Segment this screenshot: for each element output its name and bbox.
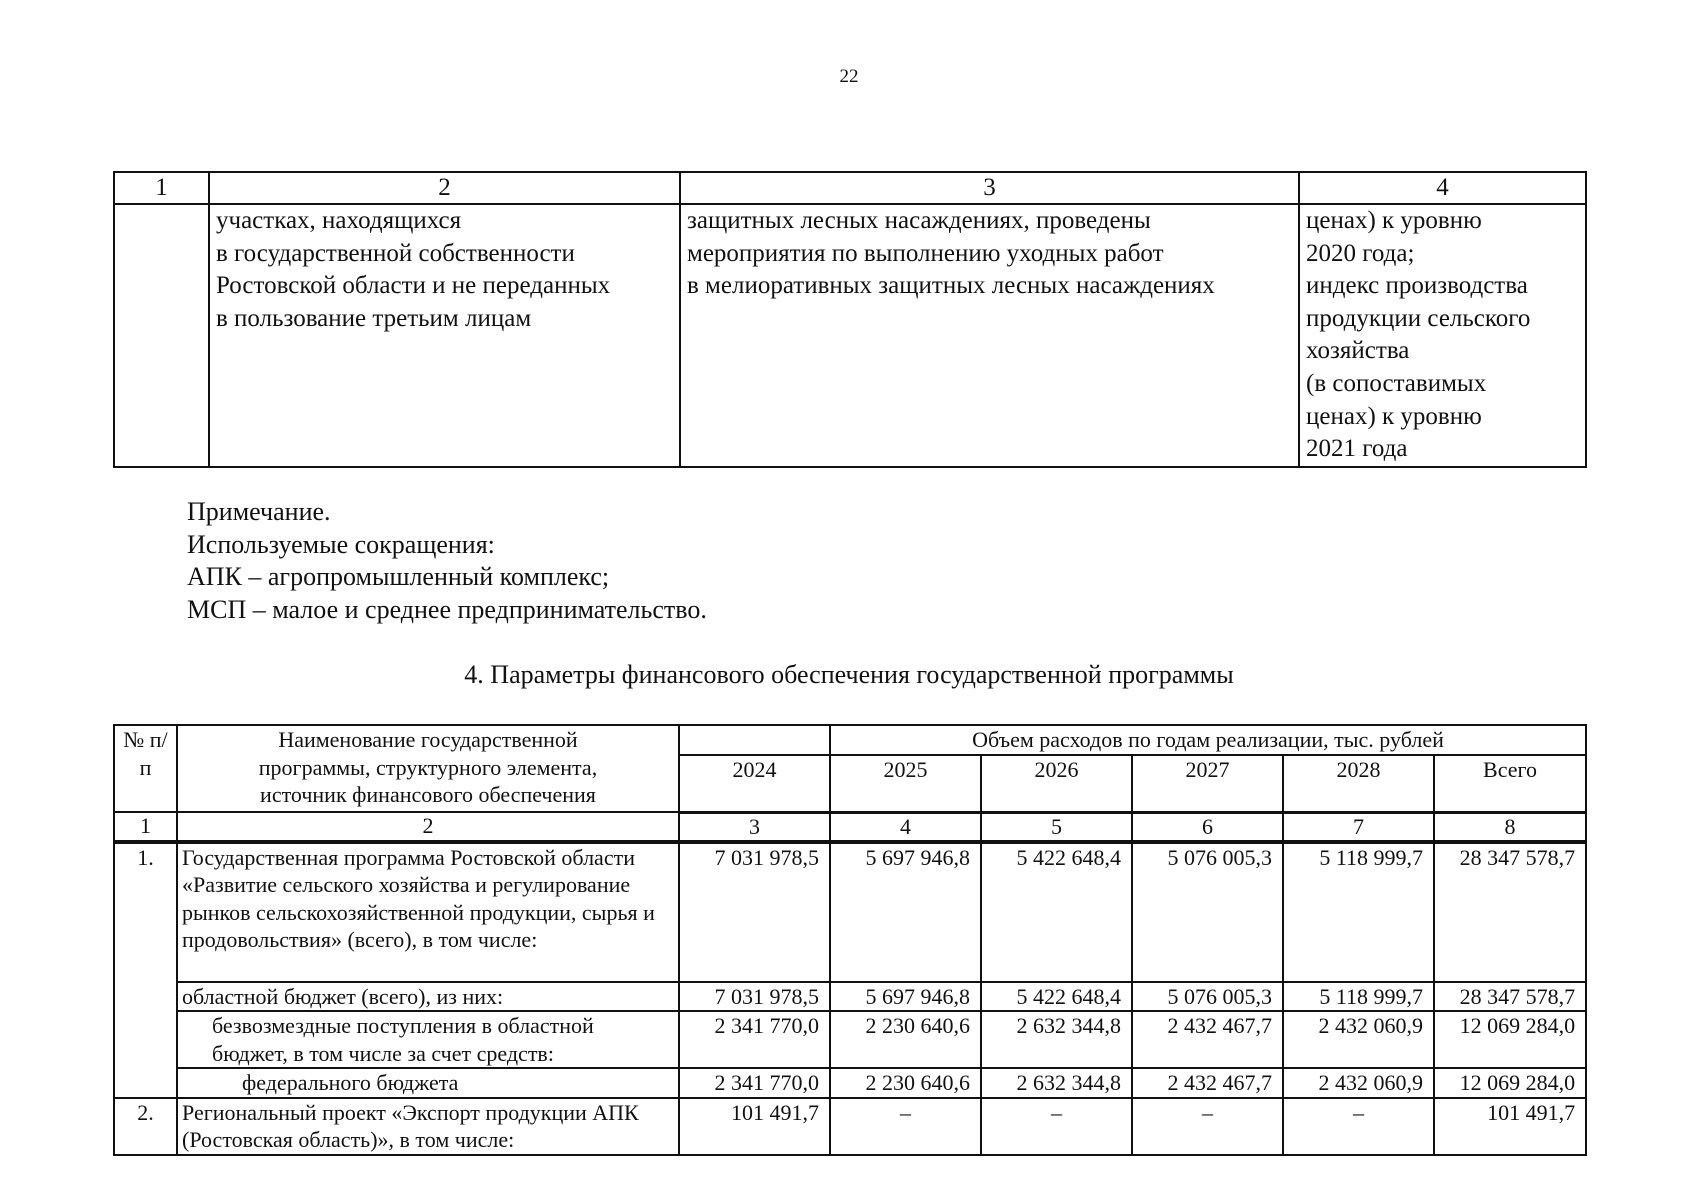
value-cell: 5 118 999,7	[1283, 982, 1434, 1012]
table-row	[114, 842, 1586, 982]
header-cell: 3	[680, 172, 1299, 204]
table-cell	[1299, 204, 1586, 467]
cell-line: в государственной собственности	[216, 239, 575, 267]
year-cell: 2025	[830, 755, 981, 813]
notes-block	[187, 496, 707, 626]
cell-line: Ростовской области и не переданных	[216, 272, 611, 300]
value-cell: 2 432 060,9	[1283, 1068, 1434, 1098]
column-number-cell: 5	[981, 812, 1132, 842]
column-number-cell: 3	[679, 812, 830, 842]
row-name-cell: Региональный проект «Экспорт продукции АПК (Ростовская область)», в том числе:	[177, 1098, 679, 1155]
column-number-cell: 4	[830, 812, 981, 842]
table-cell	[209, 204, 680, 467]
value-cell: 2 432 467,7	[1132, 1011, 1283, 1068]
year-cell: 2026	[981, 755, 1132, 813]
page-number: 22	[839, 66, 859, 87]
header-volume-cell: Объем расходов по годам реализации, тыс. рублей	[830, 725, 1586, 755]
value-cell: –	[830, 1098, 981, 1155]
cell-line: защитных лесных насаждениях, проведены	[687, 207, 1151, 234]
value-cell: 5 118 999,7	[1283, 842, 1434, 982]
row-name-cell: Государственная программа Ростовской области «Развитие сельского хозяйства и регулирование рынков сельскохозяйственной продукции, сырья и продовольствия» (всего), в том числе:	[177, 842, 679, 982]
note-line: АПК – агропромышленный комплекс;	[187, 562, 610, 592]
header-cell: 2	[209, 172, 680, 204]
value-cell: 28 347 578,7	[1434, 842, 1586, 982]
cell-line: ценах) к уровню	[1306, 402, 1482, 430]
value-cell: 2 632 344,8	[981, 1011, 1132, 1068]
column-number-cell: 6	[1132, 812, 1283, 842]
table-header-row	[114, 725, 1586, 755]
value-cell: 2 230 640,6	[830, 1011, 981, 1068]
value-cell: 5 422 648,4	[981, 842, 1132, 982]
column-number-cell: 2	[177, 812, 679, 842]
value-cell: 2 230 640,6	[830, 1068, 981, 1098]
header-num-cell: № п/п	[114, 725, 177, 812]
table-header-row	[114, 172, 1586, 204]
table-row	[114, 1068, 1586, 1098]
row-num-cell: 2.	[114, 1098, 177, 1155]
cell-line: участках, находящихся	[216, 207, 462, 234]
finance-table	[113, 724, 1587, 1156]
value-cell: 12 069 284,0	[1434, 1011, 1586, 1068]
note-line: МСП – малое и среднее предпринимательство.	[187, 594, 707, 624]
value-cell: 2 432 060,9	[1283, 1011, 1434, 1068]
value-cell: 5 697 946,8	[830, 982, 981, 1012]
year-cell: 2024	[679, 755, 830, 813]
value-cell: –	[981, 1098, 1132, 1155]
value-cell: 2 341 770,0	[679, 1068, 830, 1098]
row-name-cell: областной бюджет (всего), из них:	[177, 982, 679, 1012]
cell-line: ценах) к уровню	[1306, 207, 1482, 234]
column-numbers-row	[114, 812, 1586, 842]
value-cell: –	[1132, 1098, 1283, 1155]
year-total-cell: Всего	[1434, 755, 1586, 813]
column-number-cell: 7	[1283, 812, 1434, 842]
cell-line: мероприятия по выполнению уходных работ	[687, 239, 1164, 267]
header-empty-cell	[679, 725, 830, 755]
value-cell: 2 432 467,7	[1132, 1068, 1283, 1098]
row-num-cell: 1.	[114, 842, 177, 1098]
year-cell: 2027	[1132, 755, 1283, 813]
cell-line: хозяйства	[1306, 337, 1410, 365]
column-number-cell: 1	[114, 812, 177, 842]
table-cell	[114, 204, 209, 467]
value-cell: –	[1283, 1098, 1434, 1155]
year-cell: 2028	[1283, 755, 1434, 813]
value-cell: 101 491,7	[679, 1098, 830, 1155]
value-cell: 28 347 578,7	[1434, 982, 1586, 1012]
row-name-cell: федерального бюджета	[177, 1068, 679, 1098]
section-title: 4. Параметры финансового обеспечения государственной программы	[464, 660, 1234, 689]
table-row	[114, 982, 1586, 1012]
table-row	[114, 204, 1586, 467]
table-row	[114, 1011, 1586, 1068]
value-cell: 12 069 284,0	[1434, 1068, 1586, 1098]
value-cell: 2 341 770,0	[679, 1011, 830, 1068]
header-cell: 4	[1299, 172, 1586, 204]
cell-line: в мелиоративных защитных лесных насаждениях	[687, 272, 1215, 300]
header-cell: 1	[114, 172, 209, 204]
table-row	[114, 1098, 1586, 1155]
row-name-cell: безвозмездные поступления в областной бюджет, в том числе за счет средств:	[177, 1011, 679, 1068]
note-line: Используемые сокращения:	[187, 529, 495, 559]
cell-line: 2021 года	[1306, 435, 1408, 463]
table-cell	[680, 204, 1299, 467]
cell-line: индекс производства	[1306, 272, 1528, 300]
note-heading: Примечание.	[187, 497, 331, 526]
continuation-table	[113, 171, 1587, 468]
value-cell: 5 076 005,3	[1132, 982, 1283, 1012]
value-cell: 2 632 344,8	[981, 1068, 1132, 1098]
column-number-cell: 8	[1434, 812, 1586, 842]
value-cell: 5 422 648,4	[981, 982, 1132, 1012]
cell-line: 2020 года;	[1306, 239, 1415, 267]
value-cell: 5 076 005,3	[1132, 842, 1283, 982]
cell-line: в пользование третьим лицам	[216, 304, 532, 332]
value-cell: 101 491,7	[1434, 1098, 1586, 1155]
value-cell: 7 031 978,5	[679, 842, 830, 982]
cell-line: продукции сельского	[1306, 304, 1531, 332]
value-cell: 5 697 946,8	[830, 842, 981, 982]
cell-line: (в сопоставимых	[1306, 369, 1487, 397]
value-cell: 7 031 978,5	[679, 982, 830, 1012]
header-name-cell: Наименование государственной программы, структурного элемента, источник финансового обеспечения	[177, 725, 679, 812]
